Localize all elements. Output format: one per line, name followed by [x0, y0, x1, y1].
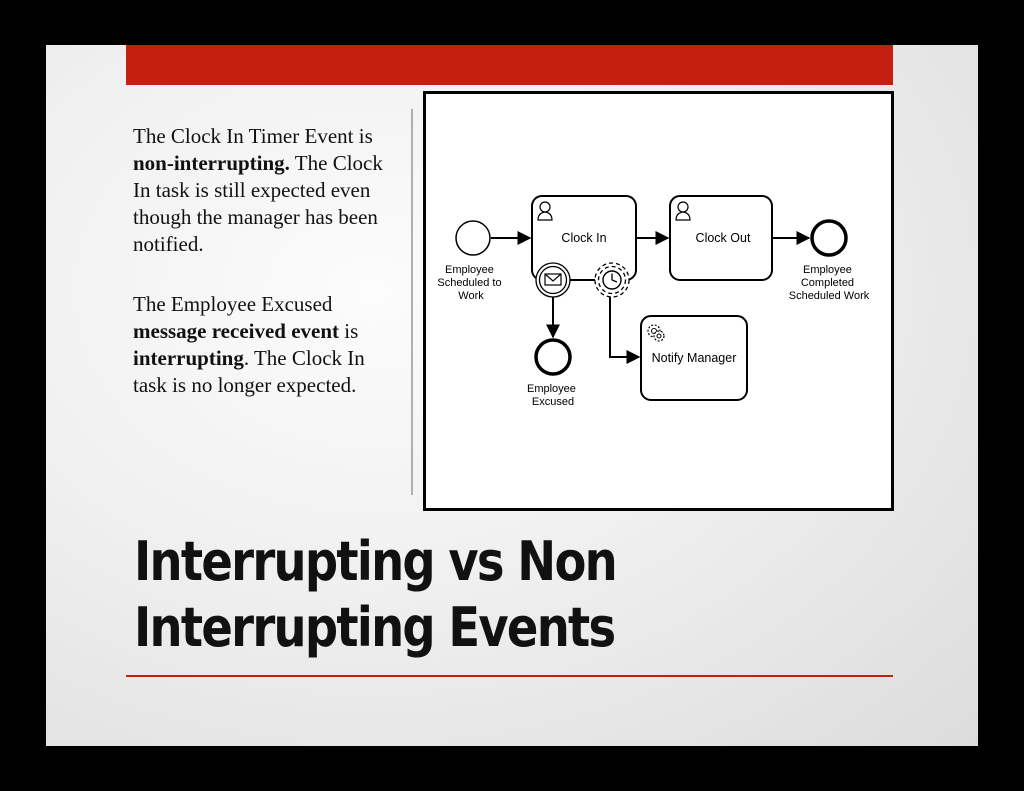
timer-boundary-event — [595, 263, 629, 297]
bottom-accent-rule — [126, 675, 893, 677]
p2-text-1: The Employee Excused — [133, 292, 333, 316]
end-event-excused-label: Employee Excused — [527, 383, 576, 408]
paragraph-interrupting — [133, 291, 395, 399]
task-notify-manager-label: Notify Manager — [651, 351, 737, 365]
bpmn-diagram — [423, 91, 894, 511]
flow-timer-to-notify — [610, 297, 639, 357]
slide-title-line-2: Interrupting Events — [134, 596, 615, 659]
slide-title — [134, 529, 788, 661]
p2-bold-1: message received event — [133, 319, 340, 343]
message-boundary-event — [536, 263, 570, 297]
task-clock-in-label: Clock In — [561, 231, 607, 245]
end-event-completed — [812, 221, 846, 255]
start-event-label: Employee Scheduled to Work — [437, 264, 502, 302]
envelope-icon — [545, 274, 561, 285]
top-accent-band — [126, 45, 893, 85]
p2-text-3: . The Clock In task is no longer expected. — [133, 346, 365, 397]
paragraph-non-interrupting — [133, 123, 395, 258]
p2-bold-2: interrupting — [133, 346, 244, 370]
start-event-circle — [456, 221, 490, 255]
body-text — [133, 123, 395, 399]
p1-bold-1: non-interrupting. — [133, 151, 290, 175]
end-event-excused — [536, 340, 570, 374]
p1-text-1: The Clock In Timer Event is — [133, 124, 373, 148]
p1-text-2: The Clock In task is still expected even though the manager has been notified. — [133, 151, 383, 256]
task-clock-out-label: Clock Out — [695, 231, 751, 245]
clock-icon — [603, 271, 621, 289]
slide — [46, 45, 978, 746]
end-event-completed-label: Employee Completed Scheduled Work — [788, 264, 870, 302]
p2-text-2: is — [339, 319, 359, 343]
bpmn-diagram-svg — [426, 94, 891, 508]
slide-title-line-1: Interrupting vs Non — [134, 530, 616, 593]
vertical-divider — [411, 109, 413, 495]
